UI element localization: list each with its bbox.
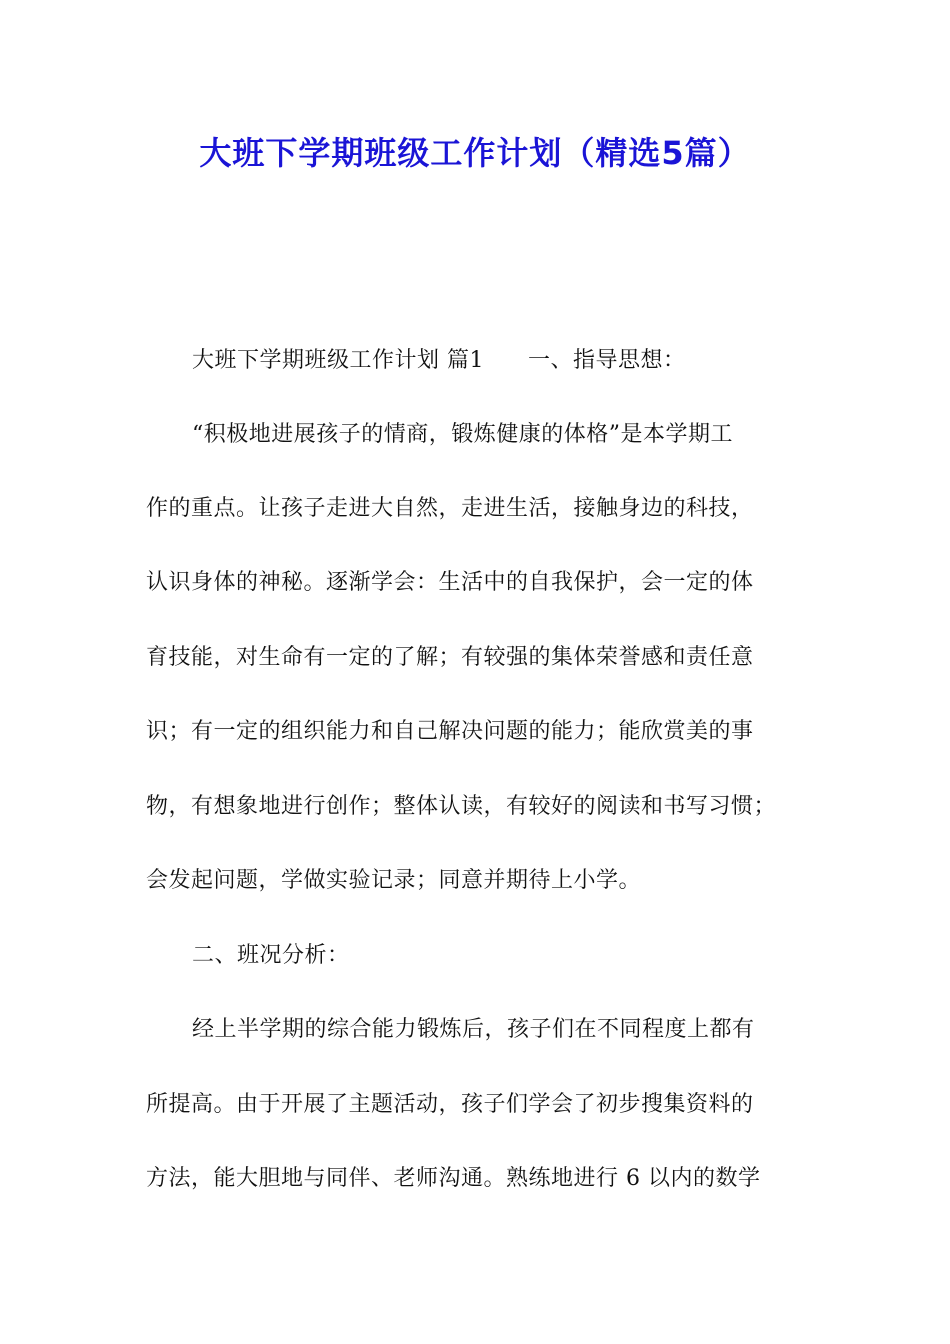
plan-heading: 大班下学期班级工作计划 篇1 bbox=[192, 348, 484, 373]
paragraph-line: 作的重点。让孩子走进大自然，走进生活，接触身边的科技， bbox=[146, 496, 754, 521]
document-title: 大班下学期班级工作计划（精选5篇） bbox=[199, 134, 751, 172]
paragraph-line: 物，有想象地进行创作；整体认读，有较好的阅读和书写习惯； bbox=[146, 794, 777, 819]
section-heading-line bbox=[192, 346, 686, 376]
section2-heading: 二、班况分析： bbox=[192, 943, 350, 968]
paragraph-line: 育技能，对生命有一定的了解；有较强的集体荣誉感和责任意 bbox=[146, 645, 754, 670]
section1-heading: 一、指导思想： bbox=[528, 348, 686, 373]
paragraph-line: 识；有一定的组织能力和自己解决问题的能力；能欣赏美的事 bbox=[146, 719, 754, 744]
paragraph-line: 认识身体的神秘。逐渐学会：生活中的自我保护，会一定的体 bbox=[146, 570, 754, 595]
paragraph-line: 经上半学期的综合能力锻炼后，孩子们在不同程度上都有 bbox=[192, 1017, 755, 1042]
paragraph-line: 所提高。由于开展了主题活动，孩子们学会了初步搜集资料的 bbox=[146, 1092, 754, 1117]
paragraph-line: “积极地进展孩子的情商，锻炼健康的体格”是本学期工 bbox=[192, 422, 733, 447]
paragraph-line: 会发起问题，学做实验记录；同意并期待上小学。 bbox=[146, 868, 642, 893]
paragraph-line: 方法，能大胆地与同伴、老师沟通。熟练地进行 6 以内的数学 bbox=[146, 1166, 761, 1191]
